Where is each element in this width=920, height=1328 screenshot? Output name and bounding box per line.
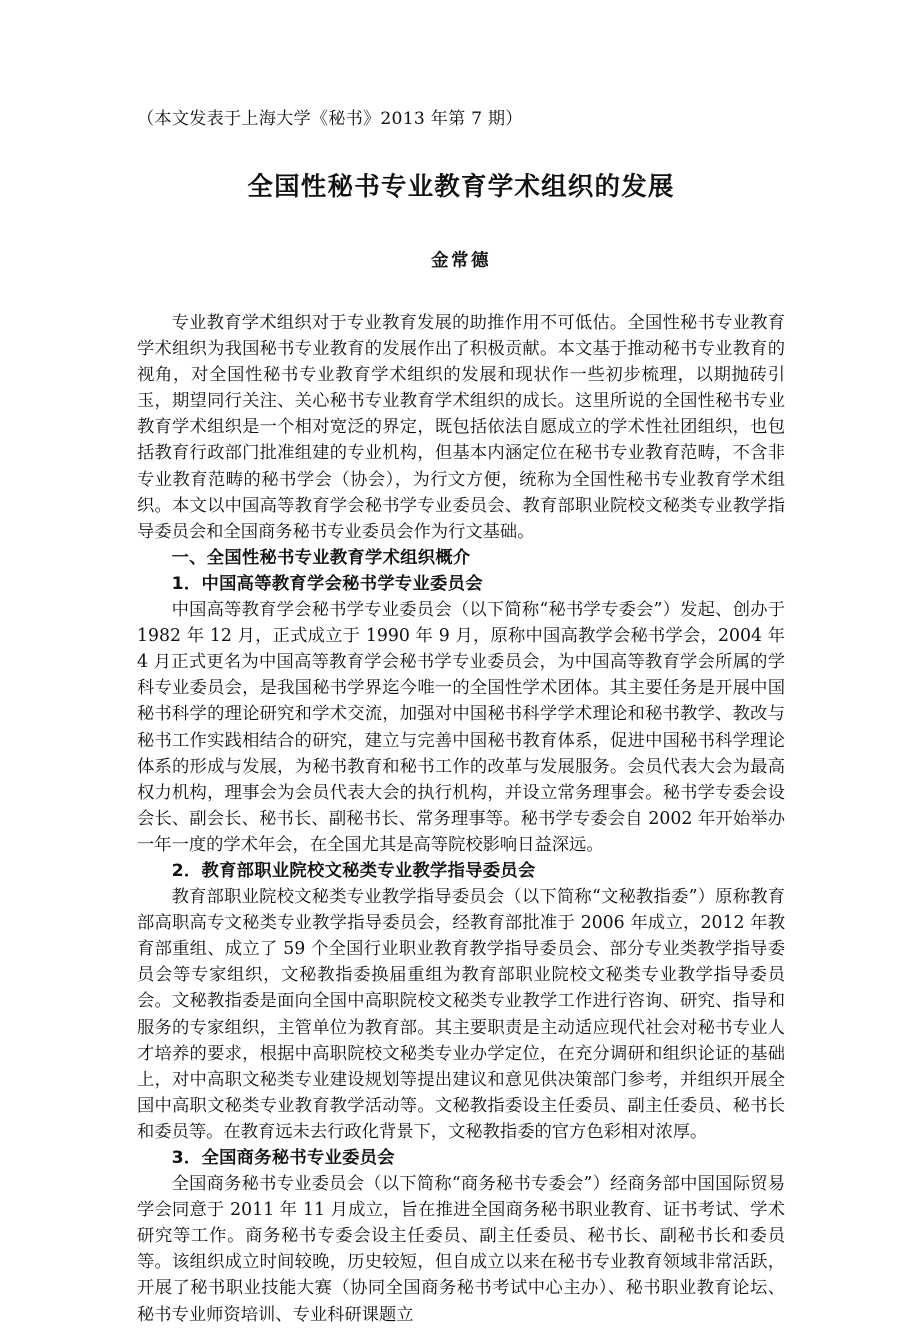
paragraph-intro: 专业教育学术组织对于专业教育发展的助推作用不可低估。全国性秘书专业教育学术组织为我国秘书专业教育的发展作出了积极贡献。本文基于推动秘书专业教育的视角，对全国性秘书专业教育学术组织的发展和现状作一些初步梳理，以期抛砖引玉，期望同行关注、关心秘书专业教育学术组织的成长。这里所说的全国性秘书专业教育学术组织是一个相对宽泛的界定，既包括依法自愿成立的学术性社团组织，也包括教育行政部门批准组建的专业机构，但基本内涵定位在秘书专业教育范畴，不含非专业教育范畴的秘书学会（协会），为行文方便，统称为全国性秘书专业教育学术组织。本文以中国高等教育学会秘书学专业委员会、教育部职业院校文秘类专业教学指导委员会和全国商务秘书专业委员会作为行文基础。 [137, 313, 785, 542]
subsection-heading-1: 1．中国高等教育学会秘书学专业委员会 [171, 573, 483, 594]
page-content [137, 0, 785, 1328]
paragraph-org-1: 中国高等教育学会秘书学专业委员会（以下简称“秘书学专委会”）发起、创办于 1982 年 12 月，正式成立于 1990 年 9 月，原称中国高教学会秘书学会，2004 年 4 月正式更名为中国高等教育学会秘书学专业委员会，为中国高等教育学会所属的学科专业委员会，是我国秘书学界迄今唯一的全国性学术团体。其主要任务是开展中国秘书科学的理论研究和学术交流，加强对中国秘书科学学术理论和秘书教学、教改与秘书工作实践相结合的研究，建立与完善中国秘书教育体系，促进中国秘书科学理论体系的形成与发展，为秘书教育和秘书工作的改革与发展服务。会员代表大会为最高权力机构，理事会为会员代表大会的执行机构，并设立常务理事会。秘书学专委会设会长、副会长、秘书长、副秘书长、常务理事等。秘书学专委会自 2002 年开始举办一年一度的学术年会，在全国尤其是高等院校影响日益深远。 [137, 600, 785, 855]
paragraph-org-3: 全国商务秘书专业委员会（以下简称“商务秘书专委会”）经商务部中国国际贸易学会同意于 2011 年 11 月成立，旨在推进全国商务秘书职业教育、证书考试、学术研究等工作。商务秘书专委会设主任委员、副主任委员、秘书长、副秘书长和委员等。该组织成立时间较晚，历史较短，但自成立以来在秘书专业教育领域非常活跃，开展了秘书职业技能大赛（协同全国商务秘书考试中心主办）、秘书职业教育论坛、秘书专业师资培训、专业科研课题立 [137, 1174, 785, 1325]
author-name: 金常德 [431, 251, 491, 271]
subsection-heading-3: 3．全国商务秘书专业委员会 [171, 1148, 395, 1168]
subsection-heading-2: 2．教育部职业院校文秘类专业教学指导委员会 [171, 860, 536, 881]
document-body [137, 274, 785, 1328]
section-heading-one: 一、全国性秘书专业教育学术组织概介 [171, 547, 471, 568]
page-title: 全国性秘书专业教育学术组织的发展 [247, 172, 675, 202]
publication-note: （本文发表于上海大学《秘书》2013 年第 7 期） [137, 109, 523, 129]
paragraph-org-2: 教育部职业院校文秘类专业教学指导委员会（以下简称“文秘教指委”）原称教育部高职高专文秘类专业教学指导委员会，经教育部批准于 2006 年成立，2012 年教育部重组、成立了 59 个全国行业职业教育教学指导委员会、部分专业类教学指导委员会等专家组织，文秘教指委换届重组为教育部职业院校文秘类专业教学指导委员会。文秘教指委是面向全国中高职院校文秘类专业教学工作进行咨询、研究、指导和服务的专家组织，主管单位为教育部。其主要职责是主动适应现代社会对秘书专业人才培养的要求，根据中高职院校文秘类专业办学定位，在充分调研和组织论证的基础上，对中高职文秘类专业建设规划等提出建议和意见供决策部门参考，并组织开展全国中高职文秘类专业教育教学活动等。文秘教指委设主任委员、副主任委员、秘书长和委员等。在教育远未去行政化背景下，文秘教指委的官方色彩相对浓厚。 [137, 887, 785, 1142]
